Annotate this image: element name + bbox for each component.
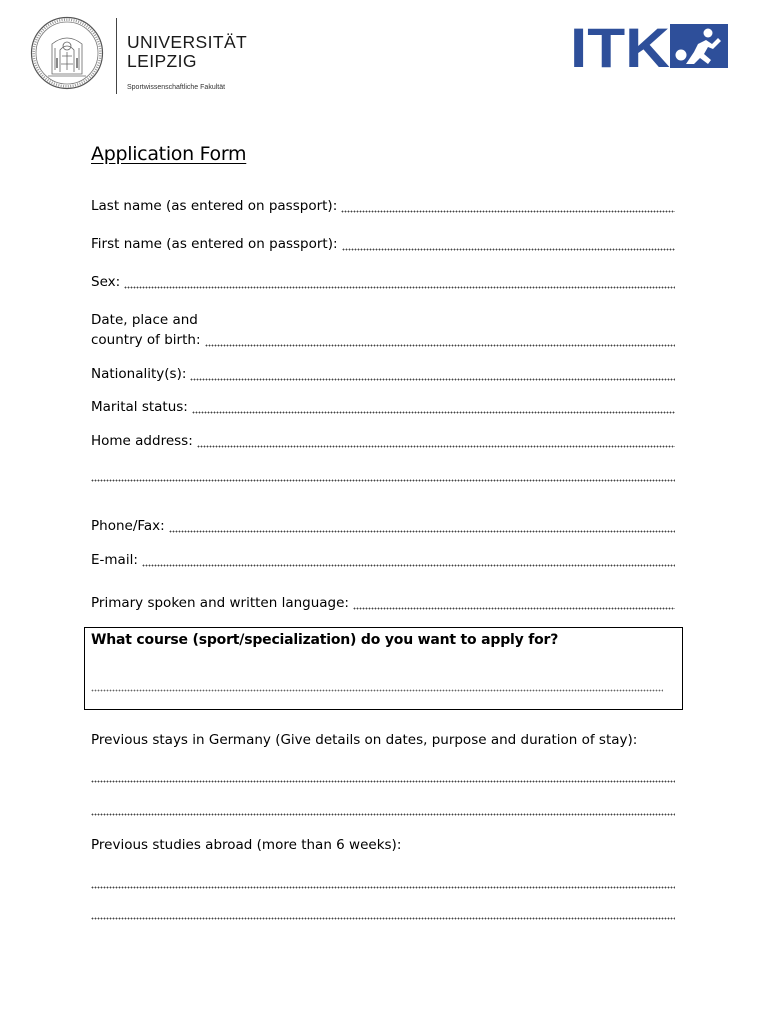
birth-fill-line[interactable]	[205, 330, 676, 350]
sex-label: Sex:	[91, 274, 121, 290]
birth-field[interactable]	[91, 330, 675, 350]
nationality-label: Nationality(s):	[91, 366, 187, 382]
email-label: E-mail:	[91, 552, 138, 568]
previous-stays-fill-line-1[interactable]	[91, 775, 675, 785]
phone-fax-fill-line[interactable]	[169, 516, 675, 536]
course-fill-line[interactable]	[91, 684, 663, 694]
previous-studies-label: Previous studies abroad (more than 6 weeks):	[91, 837, 402, 853]
previous-studies-fill-line-1[interactable]	[91, 881, 675, 891]
sex-field[interactable]	[91, 272, 675, 292]
email-fill-line[interactable]	[142, 550, 675, 570]
home-address-fill-line-2[interactable]	[91, 474, 675, 484]
course-question: What course (sport/specialization) do you want to apply for?	[91, 632, 559, 648]
phone-fax-field[interactable]	[91, 516, 675, 536]
home-address-field[interactable]	[91, 431, 675, 451]
email-field[interactable]	[91, 550, 675, 570]
header-divider	[116, 18, 117, 94]
university-name	[127, 33, 247, 71]
marital-status-field[interactable]	[91, 397, 675, 417]
marital-status-fill-line[interactable]	[192, 397, 675, 417]
last-name-label: Last name (as entered on passport):	[91, 198, 338, 214]
previous-stays-fill-line-2[interactable]	[91, 808, 675, 818]
language-label: Primary spoken and written language:	[91, 595, 349, 611]
marital-status-label: Marital status:	[91, 399, 188, 415]
faculty-name: Sportwissenschaftliche Fakultät	[127, 84, 226, 91]
first-name-fill-line[interactable]	[342, 234, 675, 254]
itk-logo	[570, 22, 728, 70]
university-seal-logo	[30, 16, 104, 90]
sex-fill-line[interactable]	[124, 272, 675, 292]
home-address-label: Home address:	[91, 433, 193, 449]
first-name-label: First name (as entered on passport):	[91, 236, 338, 252]
language-field[interactable]	[91, 593, 675, 613]
previous-studies-fill-line-2[interactable]	[91, 912, 675, 922]
university-name-line2: LEIPZIG	[127, 51, 197, 71]
home-address-fill-line[interactable]	[197, 431, 675, 451]
nationality-field[interactable]	[91, 364, 675, 384]
previous-stays-label: Previous stays in Germany (Give details on dates, purpose and duration of stay):	[91, 732, 638, 748]
birth-label-line1: Date, place and	[91, 312, 198, 328]
first-name-field[interactable]	[91, 234, 675, 254]
university-name-line1: UNIVERSITÄT	[127, 32, 248, 52]
last-name-fill-line[interactable]	[341, 196, 675, 216]
language-fill-line[interactable]	[353, 593, 675, 613]
form-title: Application Form	[91, 143, 247, 165]
nationality-fill-line[interactable]	[190, 364, 675, 384]
phone-fax-label: Phone/Fax:	[91, 518, 165, 534]
last-name-field[interactable]	[91, 196, 675, 216]
birth-label-line2: country of birth:	[91, 332, 201, 348]
itk-logo-text: ITK	[570, 22, 670, 70]
